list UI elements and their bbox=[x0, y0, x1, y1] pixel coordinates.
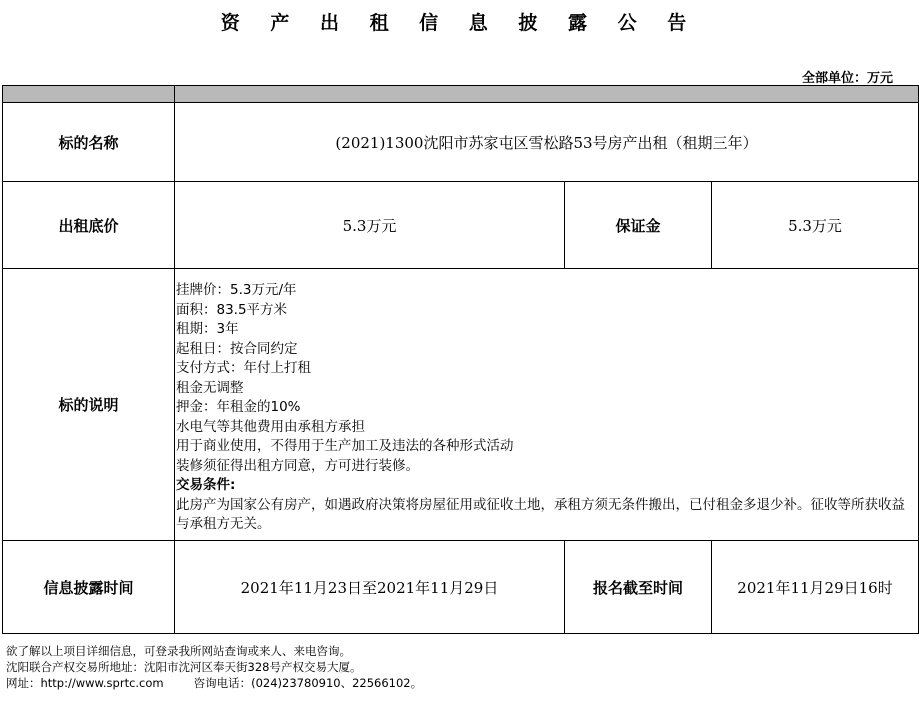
conditions-text: 此房产为国家公有房产，如遇政府决策将房屋征用或征收土地，承租方须无条件搬出，已付租金多退少补。征收等所获收益与承租方无关。 bbox=[176, 496, 905, 532]
period-value: 2021年11月23日至2021年11月29日 bbox=[175, 541, 565, 634]
desc-line: 租期：3年 bbox=[176, 321, 239, 337]
row-name bbox=[3, 103, 919, 182]
desc-line: 押金：年租金的10% bbox=[176, 399, 301, 415]
footer-line: 欲了解以上项目详细信息，可登录我所网站查询或来人、来电咨询。 bbox=[6, 644, 351, 658]
footer-info bbox=[6, 643, 422, 691]
period-label: 信息披露时间 bbox=[3, 541, 175, 634]
row-price bbox=[3, 182, 919, 269]
deadline-label: 报名截至时间 bbox=[565, 541, 712, 634]
name-label: 标的名称 bbox=[3, 103, 175, 182]
disclosure-table bbox=[2, 85, 919, 634]
desc-line: 面积：83.5平方米 bbox=[176, 301, 288, 318]
header-bar bbox=[3, 86, 919, 103]
deposit-value: 5.3万元 bbox=[712, 182, 919, 269]
deposit-label: 保证金 bbox=[565, 182, 712, 269]
row-period bbox=[3, 541, 919, 634]
desc-line: 租金无调整 bbox=[176, 379, 244, 396]
price-label: 出租底价 bbox=[3, 182, 175, 269]
unit-note: 全部单位：万元 bbox=[801, 71, 893, 86]
desc-line: 支付方式：年付上打租 bbox=[176, 360, 311, 376]
desc-line: 装修须征得出租方同意，方可进行装修。 bbox=[176, 457, 419, 474]
footer-contact bbox=[6, 675, 422, 691]
desc-content bbox=[175, 269, 919, 541]
desc-line: 水电气等其他费用由承租方承担 bbox=[176, 418, 365, 435]
row-description bbox=[3, 269, 919, 541]
desc-line: 用于商业使用，不得用于生产加工及违法的各种形式活动 bbox=[176, 438, 514, 454]
desc-label: 标的说明 bbox=[3, 269, 175, 541]
name-value: (2021)1300沈阳市苏家屯区雪松路53号房产出租（租期三年） bbox=[175, 103, 919, 182]
price-value: 5.3万元 bbox=[175, 182, 565, 269]
desc-line: 挂牌价：5.3万元/年 bbox=[176, 282, 297, 298]
desc-line: 起租日：按合同约定 bbox=[176, 340, 298, 357]
footer-address: 沈阳联合产权交易所地址：沈阳市沈河区奉天街328号产权交易大厦。 bbox=[6, 660, 362, 674]
conditions-title: 交易条件: bbox=[176, 477, 236, 493]
phone-text: 咨询电话：(024)23780910、22566102。 bbox=[193, 676, 423, 690]
deadline-value: 2021年11月29日16时 bbox=[712, 541, 919, 634]
website-link[interactable]: 网址：http://www.sprtc.com bbox=[6, 676, 164, 690]
page-title: 资 产 出 租 信 息 披 露 公 告 bbox=[220, 12, 699, 34]
